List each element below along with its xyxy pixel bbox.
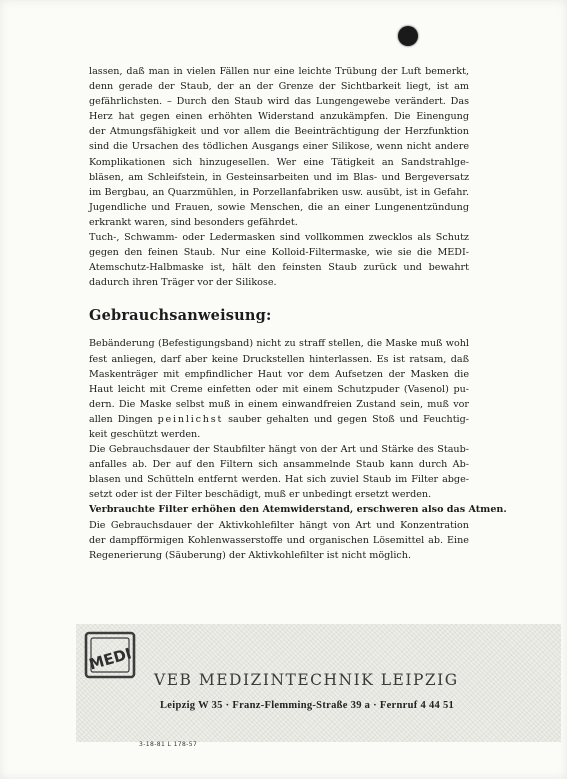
text-line: fest anliegen, darf aber keine Druckstellen hinterlassen. Es ist ratsam, daß bbox=[89, 353, 469, 365]
text-line: erkrankt waren, sind besonders gefährdet. bbox=[89, 216, 298, 228]
text-line: dadurch ihren Träger vor der Silikose. bbox=[89, 277, 277, 289]
text-line: sind die Ursachen des tödlichen Ausgangs einer Silikose, wenn nicht andere bbox=[89, 141, 469, 153]
masks-paragraph bbox=[89, 230, 469, 290]
text-line: Bebänderung (Befestigungsband) nicht zu straff stellen, die Maske muß wohl bbox=[89, 338, 469, 350]
medi-logo bbox=[84, 631, 136, 679]
dust-filter-paragraph bbox=[89, 442, 469, 502]
print-code: 3-18-81 L 178-57 bbox=[139, 741, 198, 748]
text-content bbox=[89, 64, 507, 563]
text-line: der Atmungsfähigkeit und vor allem die Beeinträchtigung der Herzfunktion bbox=[89, 126, 469, 138]
instructions-paragraph bbox=[89, 336, 469, 442]
text-line: gegen den feinen Staub. Nur eine Kolloid-Filtermaske, wie sie die MEDI- bbox=[89, 247, 469, 259]
punch-hole bbox=[398, 26, 418, 46]
text-line: Die Gebrauchsdauer der Aktivkohlefilter hängt von Art und Konzentration bbox=[89, 519, 469, 531]
text-line: Die Gebrauchsdauer der Staubfilter hängt von der Art und Stärke des Staub- bbox=[89, 444, 469, 456]
text-line: Haut leicht mit Creme einfetten oder mit einem Schutzpuder (Vasenol) pu- bbox=[89, 383, 469, 395]
text-line: dern. Die Maske selbst muß in einem einwandfreien Zustand sein, muß vor bbox=[89, 398, 469, 410]
section-heading: Gebrauchsanweisung: bbox=[89, 307, 272, 325]
text-line: bläsen, am Schleifstein, in Gesteinsarbeiten und im Blas- und Bergeversatz bbox=[89, 171, 469, 183]
text-line: Verbrauchte Filter erhöhen den Atemwiderstand, erschweren also das Atmen. bbox=[89, 504, 507, 516]
text-line: der dampfförmigen Kohlenwasserstoffe und organischen Lösemittel ab. Eine bbox=[89, 534, 469, 546]
text-line: anfalles ab. Der auf den Filtern sich ansammelnde Staub kann durch Ab- bbox=[89, 459, 469, 471]
text-line: im Bergbau, an Quarzmühlen, in Porzellanfabriken usw. ausübt, ist in Gefahr. bbox=[89, 186, 469, 198]
text-line: Atemschutz-Halbmaske ist, hält den feinsten Staub zurück und bewahrt bbox=[89, 262, 469, 274]
text-line: Maskenträger mit empfindlicher Haut vor dem Aufsetzen der Masken die bbox=[89, 368, 469, 380]
carbon-filter-paragraph bbox=[89, 518, 469, 563]
text-line: gefährlichsten. – Durch den Staub wird das Lungengewebe verändert. Das bbox=[89, 96, 469, 108]
company-address: Leipzig W 35 · Franz-Flemming-Straße 39 a · Fernruf 4 44 51 bbox=[160, 700, 455, 711]
text-line bbox=[89, 412, 469, 427]
text-fragment: sauber gehalten und gegen Stoß und Feuchtig- bbox=[223, 413, 470, 425]
intro-paragraph bbox=[89, 64, 469, 230]
logo-text: MEDI bbox=[87, 644, 134, 674]
text-line: denn gerade der Staub, der an der Grenze der Sichtbarkeit liegt, ist am bbox=[89, 81, 469, 93]
text-line: blasen und Schütteln entfernt werden. Hat sich zuviel Staub im Filter abge- bbox=[89, 474, 469, 486]
text-line: Regenerierung (Säuberung) der Aktivkohlefilter ist nicht möglich. bbox=[89, 549, 411, 561]
text-line: keit geschützt werden. bbox=[89, 428, 201, 440]
text-line: Tuch-, Schwamm- oder Ledermasken sind vollkommen zwecklos als Schutz bbox=[89, 232, 469, 244]
text-line: Herz hat gegen einen erhöhten Widerstand anzukämpfen. Die Einengung bbox=[89, 111, 469, 123]
text-line: lassen, daß man in vielen Fällen nur eine leichte Trübung der Luft bemerkt, bbox=[89, 66, 469, 77]
text-line: Komplikationen sich hinzugesellen. Wer eine Tätigkeit an Sandstrahlge- bbox=[89, 156, 469, 168]
text-line: setzt oder ist der Filter beschädigt, muß er unbedingt ersetzt werden. bbox=[89, 489, 432, 501]
warning-line bbox=[89, 502, 507, 517]
text-fragment: allen Dingen bbox=[89, 413, 158, 425]
company-name: VEB MEDIZINTECHNIK LEIPZIG bbox=[154, 671, 459, 689]
emphasized-word: peinlichst bbox=[157, 413, 224, 425]
text-line: Jugendliche und Frauen, sowie Menschen, die an einer Lungenentzündung bbox=[89, 201, 469, 213]
